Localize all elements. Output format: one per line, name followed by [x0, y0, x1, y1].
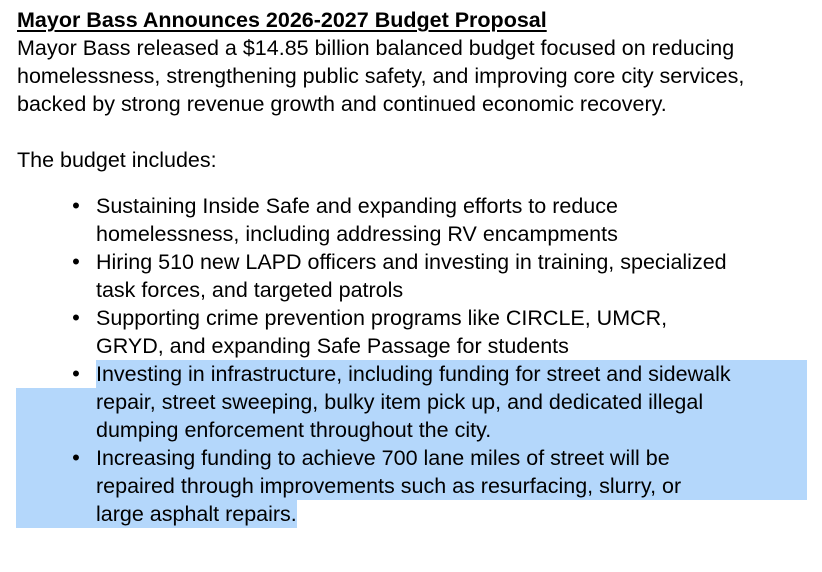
list-item-line[interactable]: Increasing funding to achieve 700 lane miles of street will be [96, 446, 670, 470]
list-item[interactable] [17, 304, 817, 360]
bullet-icon: • [72, 249, 80, 274]
intro-paragraph[interactable] [17, 34, 817, 118]
list-item-line[interactable]: Sustaining Inside Safe and expanding efforts to reduce [96, 194, 618, 218]
intro-text[interactable]: Mayor Bass released a $14.85 billion balanced budget focused on reducing homelessness, strengthening public safety, and improving core city services, backed by strong revenue growth and continued economic recovery. [17, 36, 745, 116]
bullet-icon: • [72, 193, 80, 218]
list-item[interactable] [17, 192, 817, 248]
list-item-line[interactable]: large asphalt repairs. [96, 502, 297, 526]
blank-line [17, 118, 817, 146]
list-item-line[interactable]: Supporting crime prevention programs like CIRCLE, UMCR, [96, 306, 668, 330]
list-item-line[interactable]: Hiring 510 new LAPD officers and investing in training, specialized [96, 250, 727, 274]
list-item[interactable] [17, 248, 817, 304]
list-item-selected[interactable] [17, 444, 817, 528]
list-item-line[interactable]: task forces, and targeted patrols [96, 278, 404, 302]
list-item-line[interactable]: GRYD, and expanding Safe Passage for students [96, 334, 569, 358]
document-title[interactable]: Mayor Bass Announces 2026-2027 Budget Proposal [17, 8, 547, 32]
list-item-selected[interactable] [17, 360, 817, 444]
list-item-line[interactable]: repaired through improvements such as resurfacing, slurry, or [96, 474, 682, 498]
list-item-line[interactable]: repair, street sweeping, bulky item pick up, and dedicated illegal [96, 390, 704, 414]
list-item-line[interactable]: homelessness, including addressing RV encampments [96, 222, 618, 246]
budget-bullet-list[interactable] [17, 192, 817, 528]
bullet-icon: • [72, 305, 80, 330]
list-item-line[interactable]: Investing in infrastructure, including funding for street and sidewalk [96, 362, 731, 386]
list-item-line[interactable]: dumping enforcement throughout the city. [96, 418, 492, 442]
document-body[interactable] [17, 6, 817, 528]
lead-in-paragraph[interactable]: The budget includes: [17, 148, 217, 172]
bullet-icon: • [72, 445, 80, 470]
bullet-icon: • [72, 361, 80, 386]
